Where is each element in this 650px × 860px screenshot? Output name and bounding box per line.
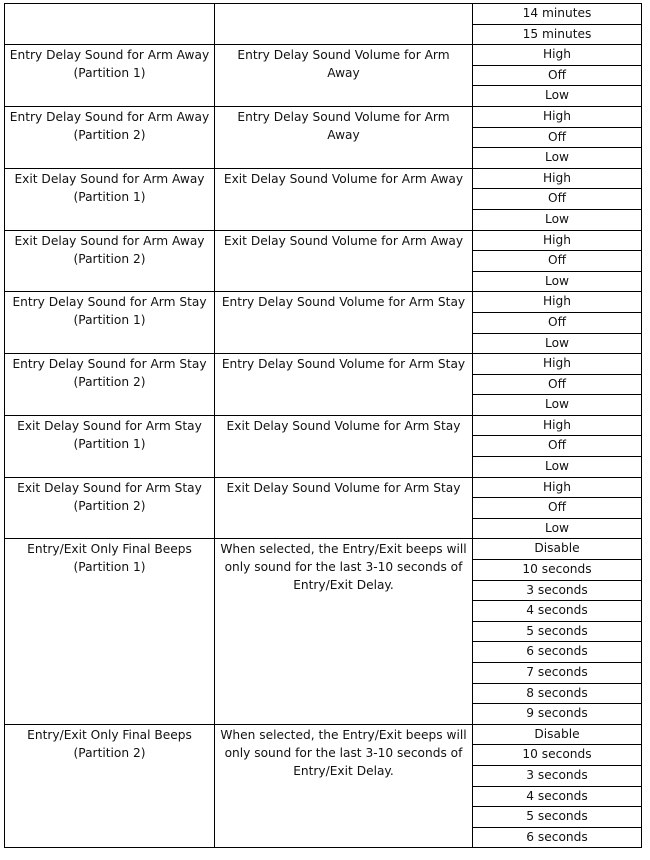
option-value-cell: 5 seconds [473,807,642,828]
table-row [5,168,642,189]
table-row [5,354,642,375]
setting-description-cell: Exit Delay Sound Volume for Arm Stay [215,415,473,477]
option-value-cell: 3 seconds [473,765,642,786]
option-value-cell: Disable [473,724,642,745]
setting-description-cell: When selected, the Entry/Exit beeps will only sound for the last 3-10 seconds of Entry/Exit Delay. [215,724,473,848]
option-value-cell: 6 seconds [473,827,642,848]
setting-name-cell: Exit Delay Sound for Arm Stay (Partition 2) [5,477,215,539]
setting-description-cell: Entry Delay Sound Volume for Arm Away [215,106,473,168]
option-value-cell: Low [473,457,642,478]
table-row [5,230,642,251]
setting-name-cell: Entry Delay Sound for Arm Stay (Partition 1) [5,292,215,354]
setting-description-cell: Exit Delay Sound Volume for Arm Stay [215,477,473,539]
setting-description-cell: Entry Delay Sound Volume for Arm Stay [215,354,473,416]
option-value-cell: 15 minutes [473,24,642,45]
table-row [5,415,642,436]
setting-name-cell: Entry Delay Sound for Arm Away (Partition 1) [5,45,215,107]
option-value-cell: 7 seconds [473,663,642,684]
setting-name-cell: Entry/Exit Only Final Beeps (Partition 1) [5,539,215,724]
settings-table [4,3,642,848]
option-value-cell: Off [473,189,642,210]
option-value-cell: High [473,292,642,313]
option-value-cell: Low [473,86,642,107]
option-value-cell: Off [473,65,642,86]
table-row [5,724,642,745]
option-value-cell: Low [473,271,642,292]
option-value-cell: High [473,230,642,251]
option-value-cell: High [473,477,642,498]
setting-description-cell: Exit Delay Sound Volume for Arm Away [215,168,473,230]
option-value-cell: High [473,106,642,127]
option-value-cell: Off [473,251,642,272]
setting-name-cell [5,4,215,45]
option-value-cell: 9 seconds [473,704,642,725]
setting-description-cell: When selected, the Entry/Exit beeps will only sound for the last 3-10 seconds of Entry/Exit Delay. [215,539,473,724]
setting-description-cell [215,4,473,45]
table-row [5,292,642,313]
setting-name-cell: Exit Delay Sound for Arm Stay (Partition 1) [5,415,215,477]
table-row [5,477,642,498]
option-value-cell: 10 seconds [473,560,642,581]
option-value-cell: High [473,45,642,66]
option-value-cell: 8 seconds [473,683,642,704]
setting-name-cell: Entry Delay Sound for Arm Stay (Partition 2) [5,354,215,416]
option-value-cell: Off [473,436,642,457]
option-value-cell: Low [473,148,642,169]
option-value-cell: Off [473,374,642,395]
option-value-cell: 3 seconds [473,580,642,601]
setting-name-cell: Exit Delay Sound for Arm Away (Partition 2) [5,230,215,292]
option-value-cell: 4 seconds [473,601,642,622]
setting-description-cell: Exit Delay Sound Volume for Arm Away [215,230,473,292]
setting-description-cell: Entry Delay Sound Volume for Arm Away [215,45,473,107]
option-value-cell: Low [473,518,642,539]
option-value-cell: 10 seconds [473,745,642,766]
option-value-cell: Low [473,333,642,354]
option-value-cell: High [473,415,642,436]
option-value-cell: High [473,168,642,189]
option-value-cell: 14 minutes [473,4,642,25]
setting-description-cell: Entry Delay Sound Volume for Arm Stay [215,292,473,354]
setting-name-cell: Entry Delay Sound for Arm Away (Partition 2) [5,106,215,168]
table-row [5,106,642,127]
option-value-cell: Low [473,395,642,416]
setting-name-cell: Exit Delay Sound for Arm Away (Partition 1) [5,168,215,230]
setting-name-cell: Entry/Exit Only Final Beeps (Partition 2) [5,724,215,848]
table-row [5,539,642,560]
option-value-cell: Off [473,127,642,148]
table-row [5,4,642,25]
option-value-cell: High [473,354,642,375]
option-value-cell: 5 seconds [473,621,642,642]
option-value-cell: 6 seconds [473,642,642,663]
table-row [5,45,642,66]
option-value-cell: 4 seconds [473,786,642,807]
option-value-cell: Low [473,209,642,230]
settings-table-body [5,4,642,848]
option-value-cell: Off [473,312,642,333]
option-value-cell: Disable [473,539,642,560]
option-value-cell: Off [473,498,642,519]
